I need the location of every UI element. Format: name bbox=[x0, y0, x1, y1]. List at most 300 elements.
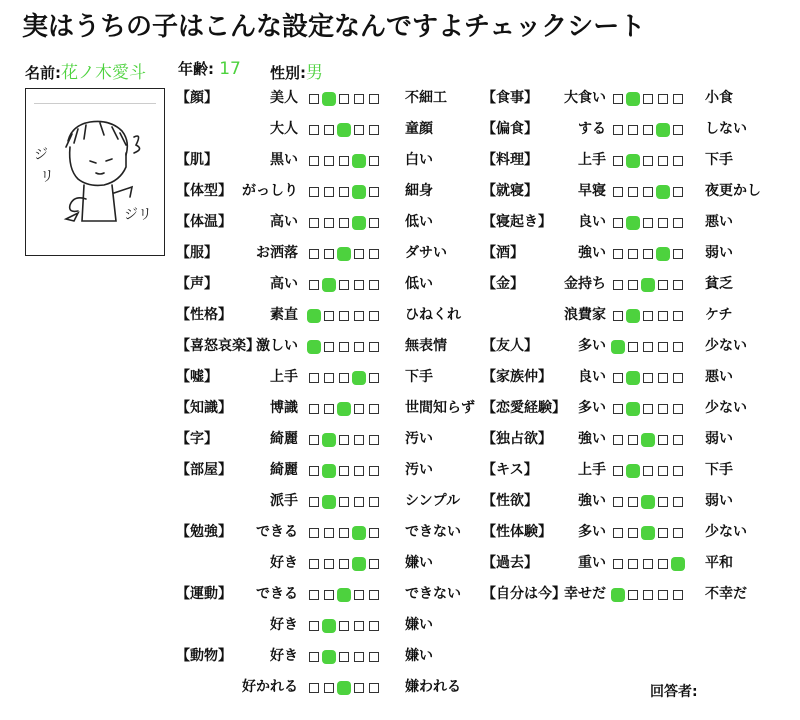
rating-checkbox[interactable] bbox=[613, 125, 623, 135]
rating-checkbox[interactable] bbox=[643, 249, 653, 259]
left-trait-label: 浪費家 bbox=[564, 307, 606, 323]
name-label: 名前: bbox=[25, 64, 61, 82]
left-trait-label: 激しい bbox=[256, 338, 298, 354]
rating-checkbox[interactable] bbox=[613, 466, 623, 476]
rating-checkbox[interactable] bbox=[339, 435, 349, 445]
rating-scale[interactable] bbox=[309, 185, 384, 199]
rating-checkbox[interactable] bbox=[354, 590, 364, 600]
rating-scale[interactable] bbox=[613, 557, 688, 571]
rating-checkbox-selected[interactable] bbox=[307, 309, 321, 323]
rating-checkbox[interactable] bbox=[339, 621, 349, 631]
rating-checkbox[interactable] bbox=[369, 652, 379, 662]
rating-checkbox-selected[interactable] bbox=[307, 340, 321, 354]
rating-checkbox-selected[interactable] bbox=[671, 557, 685, 571]
rating-checkbox-selected[interactable] bbox=[641, 433, 655, 447]
left-trait-label: 強い bbox=[578, 245, 606, 261]
sheet-title: 実はうちの子はこんな設定なんですよチェックシート bbox=[22, 12, 646, 42]
rating-scale[interactable] bbox=[613, 278, 688, 292]
rating-scale[interactable] bbox=[613, 216, 688, 230]
rating-scale[interactable] bbox=[613, 185, 688, 199]
rating-scale[interactable] bbox=[309, 650, 384, 664]
rating-checkbox[interactable] bbox=[369, 590, 379, 600]
rating-scale[interactable] bbox=[613, 588, 688, 602]
rating-checkbox-selected[interactable] bbox=[611, 340, 625, 354]
rating-checkbox[interactable] bbox=[309, 683, 319, 693]
rating-checkbox[interactable] bbox=[643, 187, 653, 197]
right-trait-label: 嫌い bbox=[405, 648, 433, 664]
rating-checkbox[interactable] bbox=[613, 218, 623, 228]
rating-checkbox[interactable] bbox=[339, 280, 349, 290]
rating-scale[interactable] bbox=[613, 433, 688, 447]
rating-checkbox[interactable] bbox=[324, 218, 334, 228]
category-label: 【勉強】 bbox=[176, 524, 232, 540]
rating-checkbox-selected[interactable] bbox=[322, 464, 336, 478]
rating-scale[interactable] bbox=[309, 92, 384, 106]
rating-checkbox[interactable] bbox=[658, 218, 668, 228]
rating-checkbox-selected[interactable] bbox=[337, 123, 351, 137]
category-label: 【過去】 bbox=[482, 555, 538, 571]
character-sketch bbox=[25, 88, 165, 256]
left-trait-label: 良い bbox=[578, 214, 606, 230]
rating-checkbox[interactable] bbox=[613, 404, 623, 414]
rating-checkbox[interactable] bbox=[673, 342, 683, 352]
rating-checkbox[interactable] bbox=[339, 497, 349, 507]
left-trait-label: 上手 bbox=[270, 369, 298, 385]
right-trait-label: 童顔 bbox=[405, 121, 433, 137]
rating-checkbox[interactable] bbox=[658, 497, 668, 507]
sketch-text-2: リ bbox=[40, 169, 54, 185]
rating-scale[interactable] bbox=[309, 557, 384, 571]
gender-value: 男 bbox=[306, 63, 323, 83]
left-trait-label: 派手 bbox=[270, 493, 298, 509]
left-trait-label: 強い bbox=[578, 493, 606, 509]
left-trait-label: 博識 bbox=[270, 400, 298, 416]
rating-checkbox[interactable] bbox=[339, 528, 349, 538]
left-trait-label: 早寝 bbox=[578, 183, 606, 199]
rating-checkbox[interactable] bbox=[354, 435, 364, 445]
rating-checkbox[interactable] bbox=[339, 94, 349, 104]
left-trait-label: 良い bbox=[578, 369, 606, 385]
left-trait-label: 大食い bbox=[564, 90, 606, 106]
left-trait-label: 綺麗 bbox=[270, 462, 298, 478]
rating-scale[interactable] bbox=[309, 309, 384, 323]
rating-checkbox[interactable] bbox=[309, 249, 319, 259]
rating-checkbox[interactable] bbox=[628, 590, 638, 600]
rating-checkbox-selected[interactable] bbox=[656, 185, 670, 199]
rating-checkbox[interactable] bbox=[643, 342, 653, 352]
rating-checkbox[interactable] bbox=[673, 311, 683, 321]
rating-scale[interactable] bbox=[309, 681, 384, 695]
category-label: 【部屋】 bbox=[176, 462, 232, 478]
category-label: 【金】 bbox=[482, 276, 524, 292]
category-label: 【体温】 bbox=[176, 214, 232, 230]
rating-checkbox[interactable] bbox=[613, 311, 623, 321]
rating-checkbox[interactable] bbox=[324, 249, 334, 259]
rating-checkbox-selected[interactable] bbox=[656, 247, 670, 261]
rating-checkbox[interactable] bbox=[673, 404, 683, 414]
rating-checkbox-selected[interactable] bbox=[626, 309, 640, 323]
rating-scale[interactable] bbox=[613, 123, 688, 137]
rating-checkbox[interactable] bbox=[354, 683, 364, 693]
rating-checkbox-selected[interactable] bbox=[322, 650, 336, 664]
left-trait-label: 強い bbox=[578, 431, 606, 447]
right-trait-label: 小食 bbox=[705, 90, 733, 106]
rating-checkbox[interactable] bbox=[673, 125, 683, 135]
rating-scale[interactable] bbox=[309, 278, 384, 292]
rating-checkbox[interactable] bbox=[673, 497, 683, 507]
rating-checkbox[interactable] bbox=[658, 280, 668, 290]
category-label: 【顔】 bbox=[176, 90, 218, 106]
rating-checkbox[interactable] bbox=[324, 590, 334, 600]
rating-checkbox[interactable] bbox=[309, 156, 319, 166]
right-trait-label: 悪い bbox=[705, 369, 733, 385]
rating-checkbox[interactable] bbox=[324, 311, 334, 321]
right-trait-label: 世間知らず bbox=[405, 400, 475, 416]
rating-checkbox[interactable] bbox=[673, 466, 683, 476]
left-trait-label: 綺麗 bbox=[270, 431, 298, 447]
rating-checkbox[interactable] bbox=[354, 621, 364, 631]
rating-checkbox[interactable] bbox=[658, 373, 668, 383]
rating-checkbox[interactable] bbox=[369, 435, 379, 445]
rating-checkbox-selected[interactable] bbox=[626, 402, 640, 416]
rating-checkbox-selected[interactable] bbox=[352, 154, 366, 168]
rating-checkbox[interactable] bbox=[369, 187, 379, 197]
rating-scale[interactable] bbox=[613, 371, 688, 385]
rating-checkbox[interactable] bbox=[628, 280, 638, 290]
rating-checkbox[interactable] bbox=[658, 528, 668, 538]
rating-checkbox[interactable] bbox=[628, 125, 638, 135]
rating-checkbox[interactable] bbox=[324, 683, 334, 693]
rating-checkbox[interactable] bbox=[369, 373, 379, 383]
rating-checkbox-selected[interactable] bbox=[352, 371, 366, 385]
right-trait-label: 白い bbox=[405, 152, 433, 168]
right-trait-label: ケチ bbox=[705, 307, 733, 323]
rating-scale[interactable] bbox=[613, 526, 688, 540]
rating-scale[interactable] bbox=[613, 340, 688, 354]
rating-scale[interactable] bbox=[309, 495, 384, 509]
rating-checkbox[interactable] bbox=[369, 311, 379, 321]
rating-checkbox[interactable] bbox=[369, 156, 379, 166]
rating-checkbox[interactable] bbox=[643, 373, 653, 383]
right-trait-label: 細身 bbox=[405, 183, 433, 199]
rating-checkbox[interactable] bbox=[339, 652, 349, 662]
rating-checkbox[interactable] bbox=[643, 218, 653, 228]
rating-checkbox[interactable] bbox=[658, 94, 668, 104]
rating-checkbox[interactable] bbox=[339, 218, 349, 228]
age-label: 年齢: bbox=[178, 60, 214, 78]
rating-checkbox[interactable] bbox=[628, 528, 638, 538]
rating-checkbox-selected[interactable] bbox=[322, 619, 336, 633]
rating-checkbox[interactable] bbox=[354, 94, 364, 104]
rating-checkbox[interactable] bbox=[673, 528, 683, 538]
rating-checkbox[interactable] bbox=[643, 125, 653, 135]
rating-checkbox[interactable] bbox=[613, 373, 623, 383]
rating-checkbox[interactable] bbox=[339, 187, 349, 197]
rating-checkbox-selected[interactable] bbox=[352, 557, 366, 571]
rating-checkbox[interactable] bbox=[354, 497, 364, 507]
rating-checkbox-selected[interactable] bbox=[337, 402, 351, 416]
rating-checkbox[interactable] bbox=[324, 125, 334, 135]
rating-checkbox[interactable] bbox=[309, 621, 319, 631]
right-trait-label: 貧乏 bbox=[705, 276, 733, 292]
rating-checkbox-selected[interactable] bbox=[337, 247, 351, 261]
rating-checkbox[interactable] bbox=[309, 652, 319, 662]
rating-checkbox[interactable] bbox=[613, 280, 623, 290]
rating-checkbox[interactable] bbox=[613, 528, 623, 538]
rating-checkbox[interactable] bbox=[309, 435, 319, 445]
rating-checkbox[interactable] bbox=[658, 590, 668, 600]
rating-checkbox[interactable] bbox=[658, 311, 668, 321]
rating-scale[interactable] bbox=[309, 619, 384, 633]
age-field bbox=[178, 58, 241, 79]
rating-checkbox[interactable] bbox=[324, 528, 334, 538]
category-label: 【性体験】 bbox=[482, 524, 552, 540]
right-trait-label: 無表情 bbox=[405, 338, 447, 354]
rating-checkbox[interactable] bbox=[369, 218, 379, 228]
rating-checkbox[interactable] bbox=[324, 187, 334, 197]
rating-checkbox[interactable] bbox=[354, 652, 364, 662]
right-trait-label: 嫌い bbox=[405, 555, 433, 571]
rating-checkbox-selected[interactable] bbox=[322, 433, 336, 447]
category-label: 【独占欲】 bbox=[482, 431, 552, 447]
rating-checkbox-selected[interactable] bbox=[352, 216, 366, 230]
answerer-label: 回答者: bbox=[650, 684, 698, 700]
category-label: 【キス】 bbox=[482, 462, 538, 478]
category-label: 【寝起き】 bbox=[482, 214, 552, 230]
rating-checkbox[interactable] bbox=[369, 559, 379, 569]
left-trait-label: できる bbox=[256, 524, 298, 540]
rating-checkbox[interactable] bbox=[324, 373, 334, 383]
rating-checkbox[interactable] bbox=[354, 466, 364, 476]
rating-checkbox[interactable] bbox=[339, 559, 349, 569]
category-label: 【性欲】 bbox=[482, 493, 538, 509]
rating-scale[interactable] bbox=[309, 526, 384, 540]
rating-checkbox-selected[interactable] bbox=[352, 526, 366, 540]
rating-checkbox[interactable] bbox=[369, 466, 379, 476]
rating-checkbox[interactable] bbox=[324, 342, 334, 352]
rating-checkbox[interactable] bbox=[369, 94, 379, 104]
rating-checkbox[interactable] bbox=[658, 156, 668, 166]
rating-checkbox[interactable] bbox=[628, 187, 638, 197]
rating-checkbox[interactable] bbox=[324, 156, 334, 166]
rating-scale[interactable] bbox=[309, 371, 384, 385]
left-trait-label: 幸せだ bbox=[564, 586, 606, 602]
rating-checkbox[interactable] bbox=[613, 435, 623, 445]
rating-checkbox[interactable] bbox=[613, 497, 623, 507]
age-value: 17 bbox=[219, 59, 241, 79]
rating-checkbox[interactable] bbox=[369, 280, 379, 290]
rating-checkbox[interactable] bbox=[309, 590, 319, 600]
rating-checkbox[interactable] bbox=[354, 404, 364, 414]
rating-scale[interactable] bbox=[309, 402, 384, 416]
category-label: 【就寝】 bbox=[482, 183, 538, 199]
rating-checkbox[interactable] bbox=[643, 466, 653, 476]
left-trait-label: 重い bbox=[578, 555, 606, 571]
rating-scale[interactable] bbox=[309, 247, 384, 261]
rating-checkbox[interactable] bbox=[673, 373, 683, 383]
rating-checkbox[interactable] bbox=[613, 94, 623, 104]
rating-checkbox[interactable] bbox=[309, 280, 319, 290]
rating-checkbox[interactable] bbox=[643, 156, 653, 166]
rating-checkbox[interactable] bbox=[369, 621, 379, 631]
rating-checkbox[interactable] bbox=[643, 404, 653, 414]
rating-checkbox[interactable] bbox=[309, 125, 319, 135]
rating-checkbox-selected[interactable] bbox=[322, 92, 336, 106]
rating-checkbox[interactable] bbox=[339, 466, 349, 476]
rating-checkbox-selected[interactable] bbox=[626, 92, 640, 106]
rating-checkbox[interactable] bbox=[309, 404, 319, 414]
left-trait-label: 高い bbox=[270, 276, 298, 292]
category-label: 【偏食】 bbox=[482, 121, 538, 137]
rating-checkbox[interactable] bbox=[613, 559, 623, 569]
rating-scale[interactable] bbox=[613, 464, 688, 478]
rating-checkbox-selected[interactable] bbox=[626, 464, 640, 478]
rating-checkbox[interactable] bbox=[643, 590, 653, 600]
rating-checkbox-selected[interactable] bbox=[626, 154, 640, 168]
rating-checkbox[interactable] bbox=[673, 187, 683, 197]
rating-checkbox[interactable] bbox=[658, 559, 668, 569]
rating-checkbox[interactable] bbox=[309, 187, 319, 197]
rating-checkbox[interactable] bbox=[369, 528, 379, 538]
rating-scale[interactable] bbox=[309, 433, 384, 447]
rating-scale[interactable] bbox=[309, 464, 384, 478]
rating-checkbox[interactable] bbox=[309, 218, 319, 228]
rating-checkbox[interactable] bbox=[309, 559, 319, 569]
rating-scale[interactable] bbox=[613, 247, 688, 261]
rating-checkbox[interactable] bbox=[628, 559, 638, 569]
rating-checkbox-selected[interactable] bbox=[626, 371, 640, 385]
right-trait-label: できない bbox=[405, 524, 461, 540]
rating-checkbox[interactable] bbox=[369, 683, 379, 693]
rating-checkbox[interactable] bbox=[339, 373, 349, 383]
rating-checkbox[interactable] bbox=[309, 528, 319, 538]
rating-checkbox-selected[interactable] bbox=[322, 278, 336, 292]
rating-checkbox-selected[interactable] bbox=[352, 185, 366, 199]
rating-checkbox[interactable] bbox=[673, 218, 683, 228]
left-trait-label: 好き bbox=[270, 617, 298, 633]
rating-checkbox-selected[interactable] bbox=[611, 588, 625, 602]
right-trait-label: シンプル bbox=[405, 493, 461, 509]
right-trait-label: 少ない bbox=[705, 338, 747, 354]
rating-checkbox[interactable] bbox=[354, 280, 364, 290]
rating-scale[interactable] bbox=[309, 154, 384, 168]
rating-checkbox[interactable] bbox=[324, 559, 334, 569]
rating-checkbox[interactable] bbox=[658, 466, 668, 476]
left-trait-label: 好かれる bbox=[242, 679, 298, 695]
rating-checkbox[interactable] bbox=[658, 342, 668, 352]
rating-checkbox[interactable] bbox=[354, 311, 364, 321]
rating-checkbox-selected[interactable] bbox=[641, 495, 655, 509]
rating-checkbox[interactable] bbox=[309, 94, 319, 104]
rating-checkbox-selected[interactable] bbox=[337, 588, 351, 602]
rating-checkbox[interactable] bbox=[339, 156, 349, 166]
rating-checkbox[interactable] bbox=[309, 497, 319, 507]
rating-checkbox[interactable] bbox=[673, 94, 683, 104]
rating-checkbox[interactable] bbox=[369, 249, 379, 259]
left-trait-label: 多い bbox=[578, 338, 606, 354]
rating-checkbox[interactable] bbox=[628, 497, 638, 507]
rating-checkbox[interactable] bbox=[673, 435, 683, 445]
left-trait-label: 金持ち bbox=[564, 276, 606, 292]
rating-scale[interactable] bbox=[613, 154, 688, 168]
rating-checkbox[interactable] bbox=[613, 249, 623, 259]
right-trait-label: 弱い bbox=[705, 245, 733, 261]
rating-checkbox[interactable] bbox=[658, 435, 668, 445]
right-trait-label: 弱い bbox=[705, 431, 733, 447]
rating-checkbox[interactable] bbox=[613, 156, 623, 166]
name-value: 花ノ木愛斗 bbox=[61, 63, 146, 83]
rating-checkbox[interactable] bbox=[658, 404, 668, 414]
category-label: 【肌】 bbox=[176, 152, 218, 168]
rating-checkbox[interactable] bbox=[324, 404, 334, 414]
rating-checkbox-selected[interactable] bbox=[626, 216, 640, 230]
rating-checkbox[interactable] bbox=[309, 466, 319, 476]
rating-checkbox[interactable] bbox=[628, 249, 638, 259]
rating-checkbox[interactable] bbox=[643, 94, 653, 104]
rating-checkbox[interactable] bbox=[643, 559, 653, 569]
sketch-text-1: ジ bbox=[34, 147, 48, 163]
rating-checkbox[interactable] bbox=[309, 373, 319, 383]
rating-checkbox[interactable] bbox=[673, 156, 683, 166]
rating-checkbox-selected[interactable] bbox=[322, 495, 336, 509]
name-field bbox=[25, 58, 146, 83]
right-trait-label: ひねくれ bbox=[405, 307, 461, 323]
rating-checkbox-selected[interactable] bbox=[641, 526, 655, 540]
rating-checkbox[interactable] bbox=[643, 311, 653, 321]
rating-checkbox[interactable] bbox=[369, 125, 379, 135]
category-label: 【性格】 bbox=[176, 307, 232, 323]
rating-scale[interactable] bbox=[309, 588, 384, 602]
rating-checkbox[interactable] bbox=[339, 342, 349, 352]
category-label: 【家族仲】 bbox=[482, 369, 552, 385]
right-trait-label: 低い bbox=[405, 276, 433, 292]
rating-checkbox-selected[interactable] bbox=[337, 681, 351, 695]
rating-scale[interactable] bbox=[309, 216, 384, 230]
category-label: 【恋愛経験】 bbox=[482, 400, 566, 416]
category-label: 【料理】 bbox=[482, 152, 538, 168]
rating-checkbox[interactable] bbox=[354, 125, 364, 135]
rating-checkbox[interactable] bbox=[628, 435, 638, 445]
rating-checkbox[interactable] bbox=[369, 342, 379, 352]
rating-checkbox-selected[interactable] bbox=[641, 278, 655, 292]
category-label: 【自分は今】 bbox=[482, 586, 566, 602]
rating-checkbox[interactable] bbox=[354, 342, 364, 352]
rating-checkbox[interactable] bbox=[369, 404, 379, 414]
rating-checkbox[interactable] bbox=[354, 249, 364, 259]
right-trait-label: 汚い bbox=[405, 462, 433, 478]
rating-checkbox[interactable] bbox=[339, 311, 349, 321]
gender-label: 性別: bbox=[270, 64, 306, 82]
right-trait-label: 夜更かし bbox=[705, 183, 761, 199]
right-trait-label: 下手 bbox=[705, 462, 733, 478]
rating-checkbox[interactable] bbox=[673, 590, 683, 600]
rating-scale[interactable] bbox=[613, 309, 688, 323]
rating-checkbox-selected[interactable] bbox=[656, 123, 670, 137]
rating-checkbox[interactable] bbox=[369, 497, 379, 507]
left-trait-label: 大人 bbox=[270, 121, 298, 137]
rating-checkbox[interactable] bbox=[673, 249, 683, 259]
rating-scale[interactable] bbox=[613, 92, 688, 106]
right-trait-label: できない bbox=[405, 586, 461, 602]
rating-scale[interactable] bbox=[309, 340, 384, 354]
rating-scale[interactable] bbox=[613, 402, 688, 416]
rating-checkbox[interactable] bbox=[613, 187, 623, 197]
rating-checkbox[interactable] bbox=[628, 342, 638, 352]
sketch-guide-line bbox=[34, 103, 156, 104]
rating-scale[interactable] bbox=[613, 495, 688, 509]
rating-checkbox[interactable] bbox=[673, 280, 683, 290]
rating-scale[interactable] bbox=[309, 123, 384, 137]
